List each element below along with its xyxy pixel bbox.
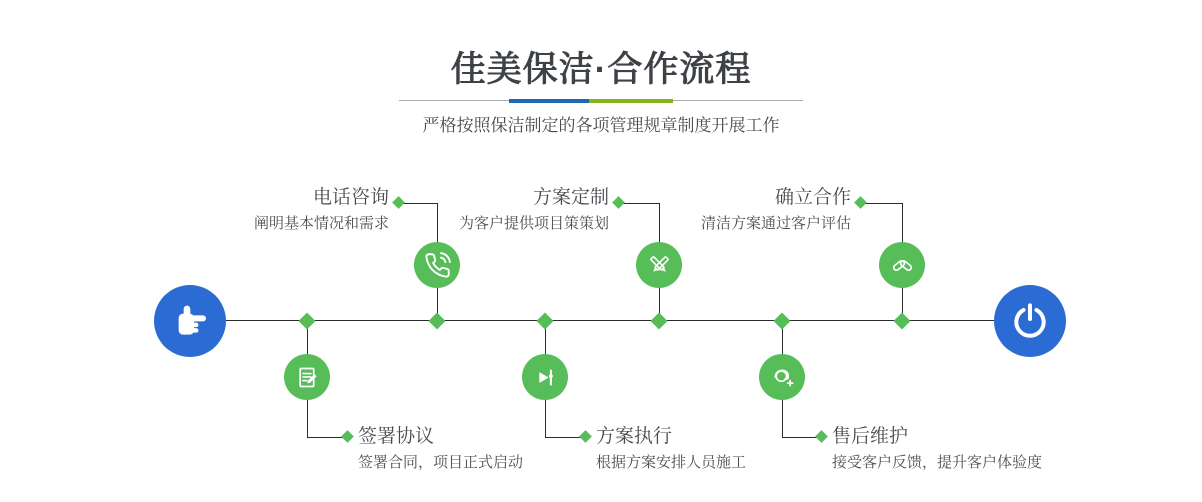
step-title: 方案定制 (532, 187, 609, 208)
step-title: 签署协议 (358, 426, 435, 447)
step-label (596, 427, 746, 470)
step-title: 售后维护 (832, 426, 909, 447)
step-title: 确立合作 (774, 187, 851, 208)
step-desc: 签署合同，项目正式启动 (358, 454, 524, 471)
step-desc: 根据方案安排人员施工 (596, 454, 747, 471)
step-title: 电话咨询 (312, 187, 389, 208)
step-label (254, 188, 389, 231)
pointing-hand-icon (170, 301, 210, 341)
step-label (358, 427, 523, 470)
label-diamond (579, 430, 592, 443)
connector-line (864, 203, 902, 204)
timeline-node-diamond (651, 313, 668, 330)
flow-start-node (154, 285, 226, 357)
label-diamond (854, 196, 867, 209)
timeline-line (226, 320, 994, 321)
divider-green-segment (589, 99, 673, 103)
label-diamond (815, 430, 828, 443)
step-label (701, 188, 851, 231)
step-label (459, 188, 609, 231)
connector-line (622, 203, 659, 204)
step-desc: 清洁方案通过客户评估 (700, 215, 851, 232)
flow-end-node (994, 285, 1066, 357)
handshake-icon (879, 242, 925, 288)
step-desc: 阐明基本情况和需求 (253, 215, 389, 232)
power-icon (1010, 301, 1050, 341)
timeline-node-diamond (774, 313, 791, 330)
timeline-node-diamond (299, 313, 316, 330)
phone-icon (414, 242, 460, 288)
title-divider (399, 99, 803, 103)
label-diamond (341, 430, 354, 443)
step-desc: 为客户提供项目策策划 (458, 215, 609, 232)
connector-line (782, 437, 817, 438)
connector-line (307, 437, 343, 438)
page-subtitle: 严格按照保洁制定的各项管理规章制度开展工作 (422, 116, 780, 135)
play-slider-icon (522, 354, 568, 400)
timeline-node-diamond (429, 313, 446, 330)
step-desc: 接受客户反馈，提升客户体验度 (832, 454, 1043, 471)
document-pen-icon (284, 354, 330, 400)
step-title: 方案执行 (596, 426, 673, 447)
divider-blue-segment (509, 99, 589, 103)
timeline-node-diamond (537, 313, 554, 330)
crossed-pencils-icon (636, 242, 682, 288)
timeline-node-diamond (894, 313, 911, 330)
connector-line (545, 437, 581, 438)
step-label (832, 427, 1042, 470)
label-diamond (612, 196, 625, 209)
page-title: 佳美保洁·合作流程 (450, 50, 752, 89)
headset-plus-icon (759, 354, 805, 400)
label-diamond (392, 196, 405, 209)
connector-line (402, 203, 437, 204)
